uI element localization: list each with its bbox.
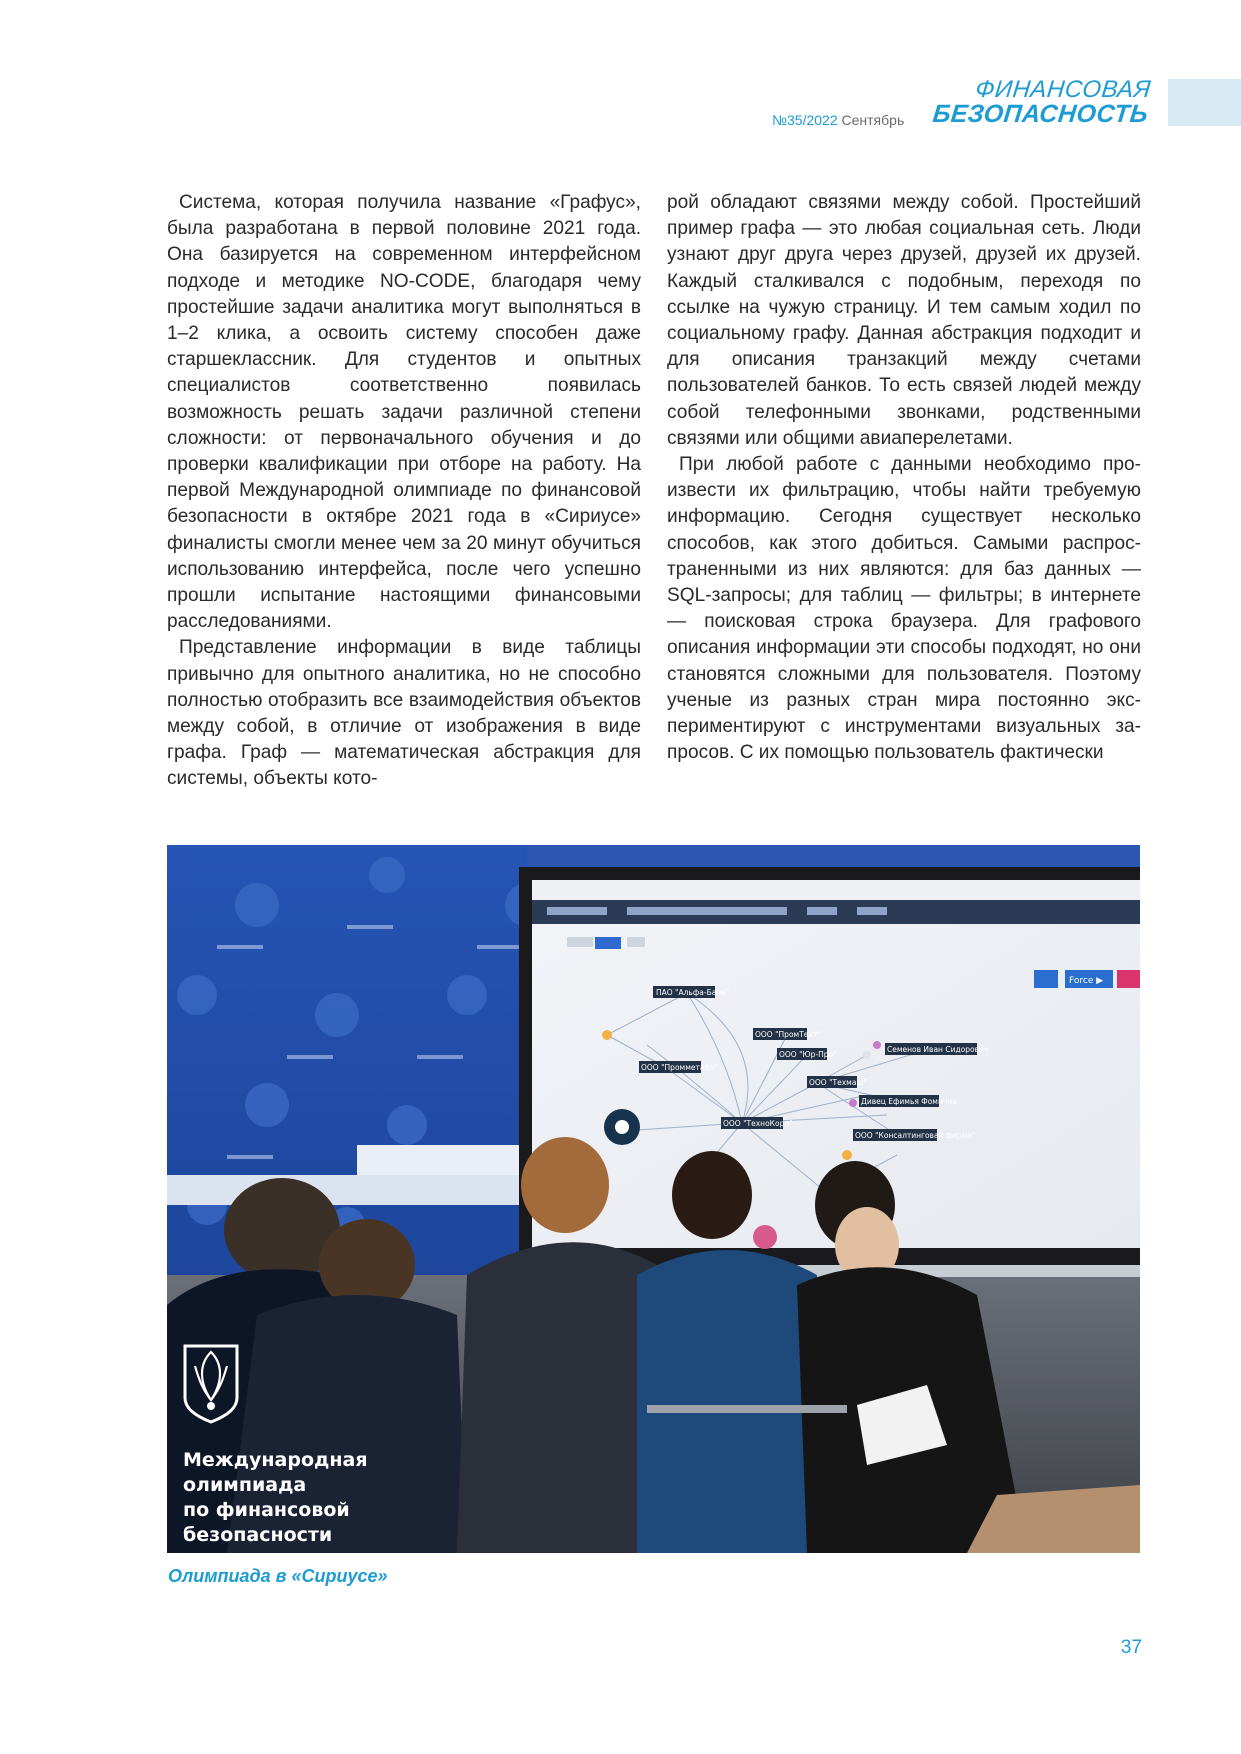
paragraph: рой обладают связями между собой. Простейший пример графа — это любая социальная сеть. Люди узнают друг друга через друзей, друзей их друзей. Каждый сталкивался с подобным, переходя по ссылке на чужую страницу. И тем самым ходил по социальному графу. Данная абстракция подходит и для описания транзакций между счетами пользователей банков. То есть связей людей между собой телефонными звонками, родственными связями или общими авиаперелетами. <box>667 192 1141 449</box>
node-label: ООО "ТехноКорп" <box>723 1119 793 1128</box>
photo-illustration <box>167 845 1140 1553</box>
magazine-logo <box>931 78 1152 127</box>
olympiad-emblem-icon <box>181 1342 241 1424</box>
issue-info <box>772 112 904 128</box>
node-label: ООО "ПромТехт" <box>755 1030 821 1039</box>
logo-line-2: БЕЗОПАСНОСТЬ <box>930 100 1150 128</box>
logo-line-1: ФИНАНСОВАЯ <box>973 76 1152 103</box>
node-label: Семенов Иван Сидорович <box>887 1045 989 1054</box>
olympiad-title-overlay <box>183 1448 368 1548</box>
right-column <box>667 190 1141 766</box>
issue-month: Сентябрь <box>841 112 905 128</box>
node-label: ООО "Консалтинговая фирма" <box>855 1131 976 1140</box>
node-label: ПАО "Альфа-Банк" <box>656 988 730 997</box>
node-label: ООО "Промметалл" <box>641 1063 718 1072</box>
overlay-line: Международная <box>183 1449 368 1471</box>
node-label: ООО "Юр-Про" <box>779 1050 837 1059</box>
overlay-line: по финансовой <box>183 1499 350 1521</box>
issue-number: №35/2022 <box>772 112 838 128</box>
overlay-line: безопасности <box>183 1524 333 1546</box>
overlay-line: олимпиада <box>183 1474 307 1496</box>
force-button-label: Force ▶ <box>1069 976 1104 986</box>
paragraph: Система, которая получила название «Графус», была разработана в первой половине 2021 года. Она базируется на современном интерфейсном подходе и методике NO-CODE, благодаря чему простейшие задачи аналитика могут выполняться в 1–2 клика, а освоить систему способен даже старшеклассник. Для студентов и опытных специалистов соответственно появилась возможность решать задачи различной степени сложности: от первоначального обучения и до проверки квалификации при отборе на работу. На первой Международной олимпиаде по финансовой безопасности в октябре 2021 года в «Сириусе» финалисты смогли менее чем за 20 минут обучиться использованию интерфейса, после чего успешно прошли испытание настоящими финансовыми расследованиями. <box>167 192 641 633</box>
page-number: 37 <box>1120 1637 1142 1658</box>
photo-caption: Олимпиада в «Сириусе» <box>168 1566 388 1586</box>
paragraph: При любой работе с данными необходимо произвести их фильтрацию, чтобы найти требуемую информацию. Сегодня существует несколько способов, как этого добиться. Самыми распространенными из них являются: для баз данных — SQL-запросы; для таблиц — фильтры; в интернете — поисковая строка браузера. Для графового описания информации эти способы подходят, но они становятся сложными для пользователя. Поэтому ученые из разных стран мира постоянно экспериментируют с инструментами визуальных запросов. С их помощью пользователь фактически <box>667 454 1141 764</box>
left-column <box>167 190 641 793</box>
node-label: Дивец Ефимья Фомична <box>861 1097 957 1106</box>
paragraph: Представление информации в виде таблицы привычно для опытного аналитика, но не способно полностью отобразить все взаимодействия объектов между собой, в отличие от изображения в виде графа. Граф — математическая абстракция для системы, объекты кото- <box>167 637 641 790</box>
node-label: ООО "Техмаш" <box>809 1078 867 1087</box>
corner-tab <box>1168 79 1241 126</box>
olympiad-photo <box>167 845 1140 1553</box>
